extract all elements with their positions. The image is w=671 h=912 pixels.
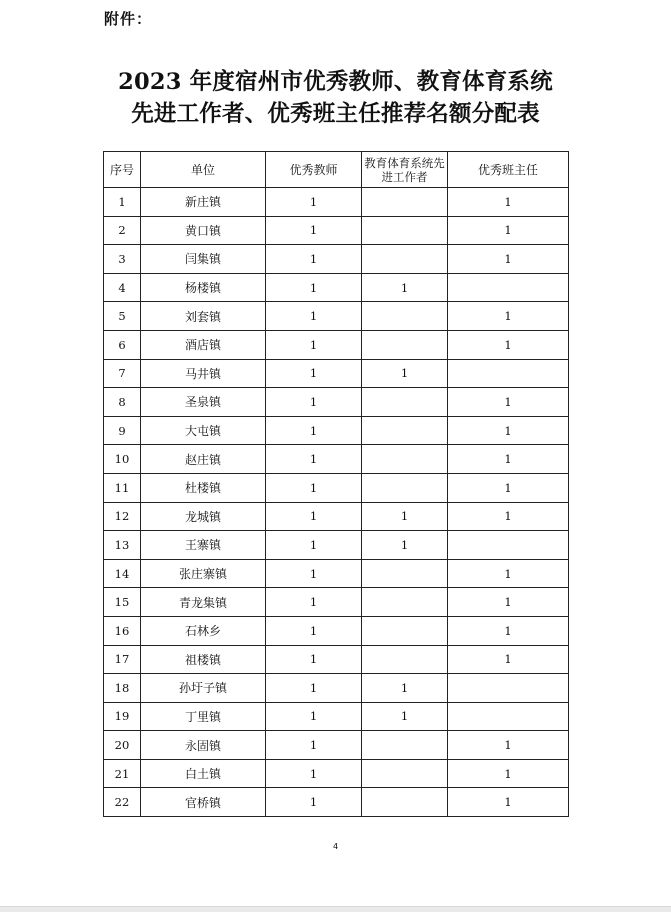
cell-excellent-teacher: 1	[266, 616, 362, 645]
cell-excellent-teacher: 1	[266, 445, 362, 474]
cell-unit: 圣泉镇	[141, 388, 266, 417]
cell-excellent-teacher: 1	[266, 330, 362, 359]
cell-advanced-worker: 1	[362, 674, 448, 703]
cell-seq: 8	[104, 388, 141, 417]
header-seq: 序号	[104, 152, 141, 188]
cell-advanced-worker	[362, 731, 448, 760]
cell-seq: 5	[104, 302, 141, 331]
table-row	[104, 302, 569, 331]
cell-advanced-worker: 1	[362, 273, 448, 302]
header-class-teacher: 优秀班主任	[448, 152, 569, 188]
cell-unit: 官桥镇	[141, 788, 266, 817]
cell-unit: 孙圩子镇	[141, 674, 266, 703]
table-row	[104, 416, 569, 445]
table-row	[104, 674, 569, 703]
cell-unit: 赵庄镇	[141, 445, 266, 474]
cell-class-teacher: 1	[448, 330, 569, 359]
table-row	[104, 188, 569, 217]
cell-seq: 12	[104, 502, 141, 531]
cell-advanced-worker	[362, 645, 448, 674]
cell-class-teacher: 1	[448, 502, 569, 531]
cell-advanced-worker	[362, 588, 448, 617]
cell-seq: 9	[104, 416, 141, 445]
cell-seq: 1	[104, 188, 141, 217]
cell-class-teacher	[448, 702, 569, 731]
cell-class-teacher: 1	[448, 645, 569, 674]
cell-unit: 刘套镇	[141, 302, 266, 331]
cell-seq: 15	[104, 588, 141, 617]
cell-excellent-teacher: 1	[266, 559, 362, 588]
cell-seq: 17	[104, 645, 141, 674]
cell-unit: 石林乡	[141, 616, 266, 645]
table-row	[104, 330, 569, 359]
cell-excellent-teacher: 1	[266, 302, 362, 331]
cell-advanced-worker	[362, 388, 448, 417]
cell-unit: 青龙集镇	[141, 588, 266, 617]
cell-class-teacher: 1	[448, 616, 569, 645]
cell-unit: 丁里镇	[141, 702, 266, 731]
cell-excellent-teacher: 1	[266, 702, 362, 731]
cell-seq: 14	[104, 559, 141, 588]
table-row	[104, 216, 569, 245]
header-excellent-teacher: 优秀教师	[266, 152, 362, 188]
cell-advanced-worker	[362, 788, 448, 817]
cell-class-teacher	[448, 531, 569, 560]
cell-seq: 11	[104, 473, 141, 502]
table-row	[104, 645, 569, 674]
cell-advanced-worker: 1	[362, 531, 448, 560]
cell-seq: 2	[104, 216, 141, 245]
cell-class-teacher	[448, 674, 569, 703]
cell-excellent-teacher: 1	[266, 588, 362, 617]
cell-advanced-worker	[362, 559, 448, 588]
cell-seq: 4	[104, 273, 141, 302]
cell-class-teacher: 1	[448, 216, 569, 245]
page-bottom-edge	[0, 906, 671, 912]
header-unit: 单位	[141, 152, 266, 188]
cell-seq: 3	[104, 245, 141, 274]
cell-seq: 7	[104, 359, 141, 388]
allocation-table	[103, 151, 569, 817]
cell-advanced-worker	[362, 473, 448, 502]
cell-excellent-teacher: 1	[266, 473, 362, 502]
cell-advanced-worker	[362, 445, 448, 474]
cell-unit: 大屯镇	[141, 416, 266, 445]
cell-unit: 王寨镇	[141, 531, 266, 560]
cell-excellent-teacher: 1	[266, 731, 362, 760]
cell-seq: 18	[104, 674, 141, 703]
cell-class-teacher: 1	[448, 188, 569, 217]
cell-excellent-teacher: 1	[266, 788, 362, 817]
cell-class-teacher: 1	[448, 559, 569, 588]
cell-class-teacher	[448, 273, 569, 302]
cell-excellent-teacher: 1	[266, 759, 362, 788]
table-row	[104, 502, 569, 531]
cell-unit: 黄口镇	[141, 216, 266, 245]
cell-class-teacher: 1	[448, 731, 569, 760]
table-body	[104, 188, 569, 817]
cell-seq: 10	[104, 445, 141, 474]
cell-class-teacher: 1	[448, 588, 569, 617]
cell-unit: 杜楼镇	[141, 473, 266, 502]
title-line-2: 先进工作者、优秀班主任推荐名额分配表	[131, 101, 540, 127]
cell-class-teacher: 1	[448, 388, 569, 417]
cell-excellent-teacher: 1	[266, 245, 362, 274]
cell-excellent-teacher: 1	[266, 188, 362, 217]
table-row	[104, 616, 569, 645]
header-advanced-worker: 教育体育系统先进工作者	[362, 152, 448, 188]
table-row	[104, 359, 569, 388]
cell-advanced-worker	[362, 302, 448, 331]
cell-excellent-teacher: 1	[266, 502, 362, 531]
cell-excellent-teacher: 1	[266, 216, 362, 245]
cell-unit: 闫集镇	[141, 245, 266, 274]
cell-unit: 龙城镇	[141, 502, 266, 531]
cell-class-teacher: 1	[448, 473, 569, 502]
cell-unit: 新庄镇	[141, 188, 266, 217]
table-row	[104, 531, 569, 560]
table-row	[104, 388, 569, 417]
cell-unit: 白土镇	[141, 759, 266, 788]
cell-class-teacher: 1	[448, 302, 569, 331]
cell-advanced-worker	[362, 759, 448, 788]
cell-advanced-worker	[362, 616, 448, 645]
cell-class-teacher: 1	[448, 759, 569, 788]
cell-excellent-teacher: 1	[266, 645, 362, 674]
cell-class-teacher: 1	[448, 445, 569, 474]
cell-seq: 19	[104, 702, 141, 731]
cell-seq: 21	[104, 759, 141, 788]
document-title	[0, 66, 671, 130]
attachment-label: 附件：	[104, 10, 153, 28]
cell-advanced-worker: 1	[362, 502, 448, 531]
cell-unit: 永固镇	[141, 731, 266, 760]
cell-excellent-teacher: 1	[266, 359, 362, 388]
cell-advanced-worker: 1	[362, 359, 448, 388]
table-row	[104, 559, 569, 588]
table-row	[104, 445, 569, 474]
cell-class-teacher: 1	[448, 788, 569, 817]
cell-unit: 祖楼镇	[141, 645, 266, 674]
table-row	[104, 245, 569, 274]
table-row	[104, 788, 569, 817]
cell-excellent-teacher: 1	[266, 416, 362, 445]
cell-excellent-teacher: 1	[266, 531, 362, 560]
cell-class-teacher: 1	[448, 245, 569, 274]
cell-unit: 张庄寨镇	[141, 559, 266, 588]
table-row	[104, 759, 569, 788]
cell-seq: 16	[104, 616, 141, 645]
cell-excellent-teacher: 1	[266, 674, 362, 703]
cell-seq: 20	[104, 731, 141, 760]
table-row	[104, 473, 569, 502]
cell-class-teacher: 1	[448, 416, 569, 445]
page-number: 4	[332, 842, 339, 851]
table-row	[104, 702, 569, 731]
cell-excellent-teacher: 1	[266, 273, 362, 302]
cell-excellent-teacher: 1	[266, 388, 362, 417]
cell-advanced-worker: 1	[362, 702, 448, 731]
cell-advanced-worker	[362, 188, 448, 217]
cell-unit: 酒店镇	[141, 330, 266, 359]
cell-seq: 6	[104, 330, 141, 359]
cell-seq: 13	[104, 531, 141, 560]
cell-class-teacher	[448, 359, 569, 388]
cell-advanced-worker	[362, 245, 448, 274]
table-row	[104, 731, 569, 760]
table-row	[104, 273, 569, 302]
cell-unit: 马井镇	[141, 359, 266, 388]
title-line-1: 2023 年度宿州市优秀教师、教育体育系统	[118, 69, 553, 95]
table-row	[104, 588, 569, 617]
cell-advanced-worker	[362, 416, 448, 445]
table-header-row	[104, 152, 569, 188]
cell-unit: 杨楼镇	[141, 273, 266, 302]
cell-advanced-worker	[362, 330, 448, 359]
cell-seq: 22	[104, 788, 141, 817]
cell-advanced-worker	[362, 216, 448, 245]
